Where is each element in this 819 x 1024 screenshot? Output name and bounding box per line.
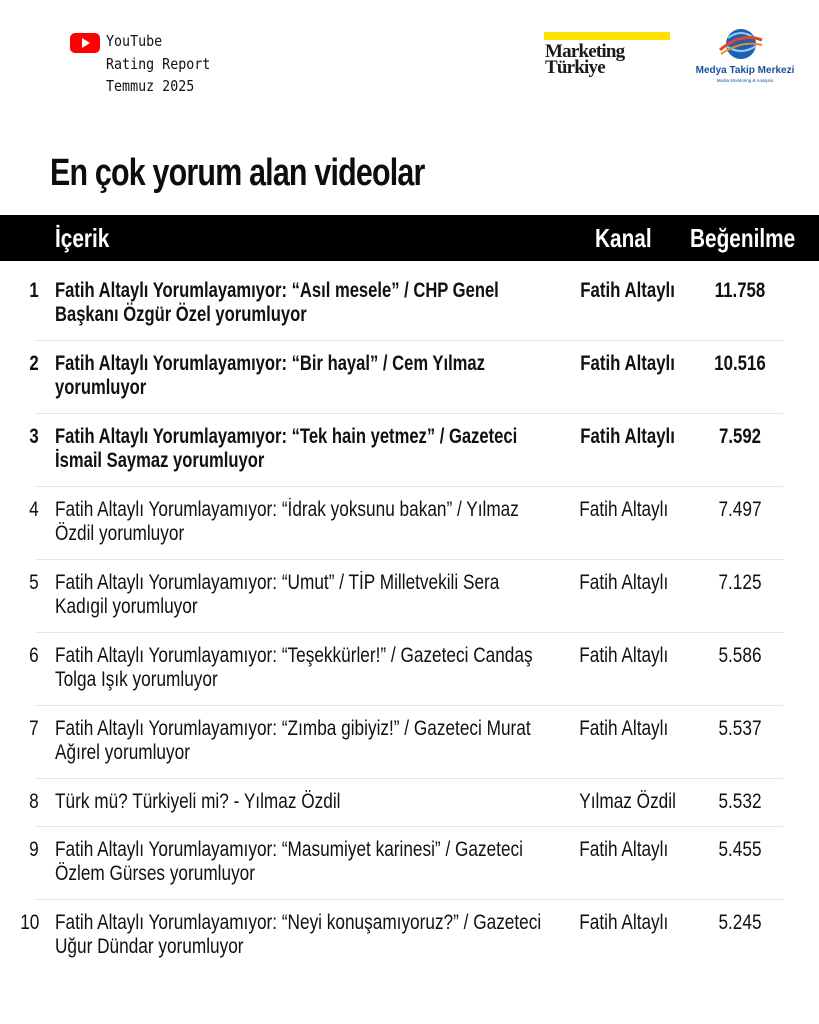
row-likes: 10.516 [714,352,766,375]
youtube-icon [70,33,100,53]
table-row [0,268,819,341]
logo-mtm-subtitle: Media Monitoring & Analysis [716,78,774,83]
column-header-channel: Kanal [595,223,652,253]
row-channel: Fatih Altaylı [579,717,669,740]
row-channel: Fatih Altaylı [579,498,669,521]
row-video-title: Fatih Altaylı Yorumlayamıyor: “İdrak yoksunu bakan” / Yılmaz Özdil yorumluyor [55,498,519,545]
table-row [0,341,819,414]
row-rank: 1 [29,279,39,302]
row-video-title: Fatih Altaylı Yorumlayamıyor: “Tek hain yetmez” / Gazeteci İsmail Saymaz yorumluyor [55,425,518,472]
table-row [0,827,819,900]
row-channel: Yılmaz Özdil [579,790,676,813]
table-row [0,633,819,706]
row-video-title: Fatih Altaylı Yorumlayamıyor: “Umut” / TİP Milletvekili Sera Kadıgil yorumluyor [55,571,500,618]
row-rank: 4 [29,498,39,521]
row-likes: 5.586 [718,644,762,667]
table-row [0,900,819,973]
row-channel: Fatih Altaylı [580,279,675,302]
logo-yellow-bar [544,32,670,40]
row-channel: Fatih Altaylı [579,644,669,667]
row-channel: Fatih Altaylı [579,838,669,861]
column-header-content: İçerik [55,223,110,253]
table-row [0,779,819,827]
row-likes: 5.532 [718,790,762,813]
logo-marketing-word: Marketing [545,41,625,62]
row-likes: 7.592 [718,425,762,448]
table-body [0,268,819,973]
row-video-title: Fatih Altaylı Yorumlayamıyor: “Zımba gibiyiz!” / Gazeteci Murat Ağırel yorumluyor [55,717,531,764]
header-line-report: Rating Report [106,54,211,73]
page-title: En çok yorum alan videolar [50,152,425,194]
medya-takip-merkezi-logo [690,26,800,88]
column-header-likes: Beğenilme [690,223,796,253]
row-channel: Fatih Altaylı [580,425,675,448]
row-likes: 5.455 [718,838,762,861]
table-header [0,215,819,261]
row-video-title: Fatih Altaylı Yorumlayamıyor: “Neyi konuşamıyoruz?” / Gazeteci Uğur Dündar yorumluyor [55,911,542,958]
row-video-title: Fatih Altaylı Yorumlayamıyor: “Bir hayal” / Cem Yılmaz yorumluyor [55,352,485,399]
report-header [106,30,210,98]
logo-mtm-title: Medya Takip Merkezi [695,65,795,76]
table-row [0,487,819,560]
logo-turkiye-word: Türkiye [545,57,605,78]
row-rank: 3 [29,425,39,448]
row-channel: Fatih Altaylı [580,352,675,375]
row-rank: 7 [29,717,39,740]
row-rank: 9 [29,838,39,861]
table-row [0,414,819,487]
table-row [0,560,819,633]
header-line-date: Temmuz 2025 [106,77,195,95]
row-channel: Fatih Altaylı [579,571,669,594]
row-rank: 8 [29,790,39,813]
row-likes: 5.245 [718,911,762,934]
row-rank: 5 [29,571,39,594]
globe-icon [718,26,764,66]
row-video-title: Fatih Altaylı Yorumlayamıyor: “Asıl mesele” / CHP Genel Başkanı Özgür Özel yorumluyor [55,279,499,326]
row-video-title: Fatih Altaylı Yorumlayamıyor: “Masumiyet karinesi” / Gazeteci Özlem Gürses yorumluyor [55,838,523,885]
marketing-turkiye-logo [544,32,670,82]
row-video-title: Fatih Altaylı Yorumlayamıyor: “Teşekkürler!” / Gazeteci Candaş Tolga Işık yorumluyor [55,644,533,691]
row-likes: 7.125 [718,571,762,594]
header-line-youtube: YouTube [106,32,163,50]
row-video-title: Türk mü? Türkiyeli mi? - Yılmaz Özdil [55,790,341,813]
row-likes: 7.497 [718,498,762,521]
row-likes: 5.537 [718,717,762,740]
row-likes: 11.758 [714,279,766,302]
table-row [0,706,819,779]
row-channel: Fatih Altaylı [579,911,669,934]
row-rank: 10 [19,911,39,934]
row-rank: 2 [29,352,39,375]
row-rank: 6 [29,644,39,667]
